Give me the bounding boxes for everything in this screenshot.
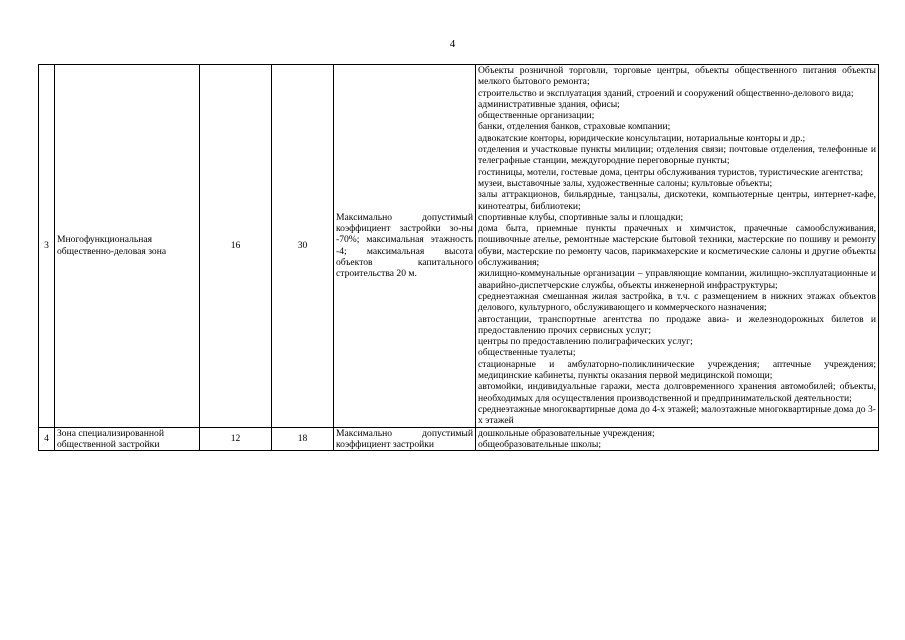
zone-parameters: Максимально допустимый коэффициент застройки: [334, 427, 476, 451]
zone-min-value: 12: [200, 427, 272, 451]
permitted-use-item: Объекты розничной торговли, торговые центры, объекты общественного питания объекты мелкого бытового ремонта;: [478, 65, 876, 88]
zone-name: Многофункциональная общественно-деловая зона: [55, 65, 200, 428]
permitted-use-item: отделения и участковые пункты милиции; отделения связи; почтовые отделения, телефонные и телеграфные станции, междугородние переговорные пункты;: [478, 144, 876, 167]
permitted-uses-list: [476, 65, 879, 428]
zone-name: Зона специализированной общественной застройки: [55, 427, 200, 451]
permitted-uses-list: [476, 427, 879, 451]
page-number: 4: [449, 38, 456, 50]
permitted-use-item: автостанции, транспортные агентства по продаже авиа- и железнодорожных билетов и предоставлению прочих сервисных услуг;: [478, 313, 876, 336]
permitted-use-item: музеи, выставочные залы, художественные салоны; культовые объекты;: [478, 177, 773, 189]
permitted-use-item: спортивные клубы, спортивные залы и площадки;: [478, 211, 684, 223]
permitted-use-item: дошкольные образовательные учреждения;: [478, 427, 655, 439]
permitted-use-item: автомойки, индивидуальные гаражи, места долговременного хранения автомобилей; объекты, необходимых для осуществления производственной и предпринимательской деятельности;: [478, 381, 876, 404]
permitted-use-item: строительство и эксплуатация зданий, строений и сооружений общественно-делового вида;: [478, 87, 854, 99]
permitted-use-item: адвокатские конторы, юридические консультации, нотариальные конторы и др.;: [478, 132, 806, 144]
zone-max-value: 30: [272, 65, 334, 428]
zones-table: [38, 64, 879, 451]
zone-parameters: Максимально допустимый коэффициент застройки зо-ны -70%; максимальная этажность -4; максимальная высота объектов капитального строительства 20 м.: [334, 65, 476, 428]
permitted-use-item: центры по предоставлению полиграфических услуг;: [478, 336, 693, 348]
permitted-use-item: дома быта, приемные пункты прачечных и химчисток, прачечные самообслуживания, пошивочные ателье, ремонтные мастерские бытовой техники, мастерские по пошиву и ремонту обуви, мастерские по ремонту часов, парикмахерские и косметические салоны и другие объекты обслуживания;: [478, 223, 876, 269]
permitted-use-item: среднеэтажные многоквартирные дома до 4-х этажей; малоэтажные многоквартирные дома до 3-х этажей: [478, 403, 876, 427]
table-row: [39, 427, 879, 451]
zone-number: 3: [39, 65, 55, 428]
zone-min-value: 16: [200, 65, 272, 428]
permitted-use-item: общеобразовательные школы;: [478, 438, 601, 450]
permitted-use-item: административные здания, офисы;: [478, 98, 620, 110]
permitted-use-item: гостиницы, мотели, гостевые дома, центры обслуживания туристов, туристические агентства;: [478, 166, 864, 178]
permitted-use-item: жилищно-коммунальные организации – управляющие компании, жилищно-эксплуатационные и аварийно-диспетчерские службы, объекты инженерной инфраструктуры;: [478, 268, 876, 291]
permitted-use-item: залы аттракционов, бильярдные, танцзалы, дискотеки, компьютерные центры, интернет-кафе, кинотеатры, библиотеки;: [478, 189, 876, 212]
zone-max-value: 18: [272, 427, 334, 451]
permitted-use-item: общественные организации;: [478, 110, 595, 122]
permitted-use-item: стационарные и амбулаторно-поликлинические учреждения; аптечные учреждения; медицинские кабинеты, пункты оказания первой медицинской помощи;: [478, 358, 876, 382]
table-row: [39, 65, 879, 428]
permitted-use-item: банки, отделения банков, страховые компании;: [478, 121, 671, 133]
zone-number: 4: [39, 427, 55, 451]
permitted-use-item: среднеэтажная смешанная жилая застройка, в т.ч. с размещением в нижних этажах объектов делового, культурного, обслуживающего и коммерческого назначения;: [478, 290, 876, 314]
permitted-use-item: общественные туалеты;: [478, 347, 576, 359]
